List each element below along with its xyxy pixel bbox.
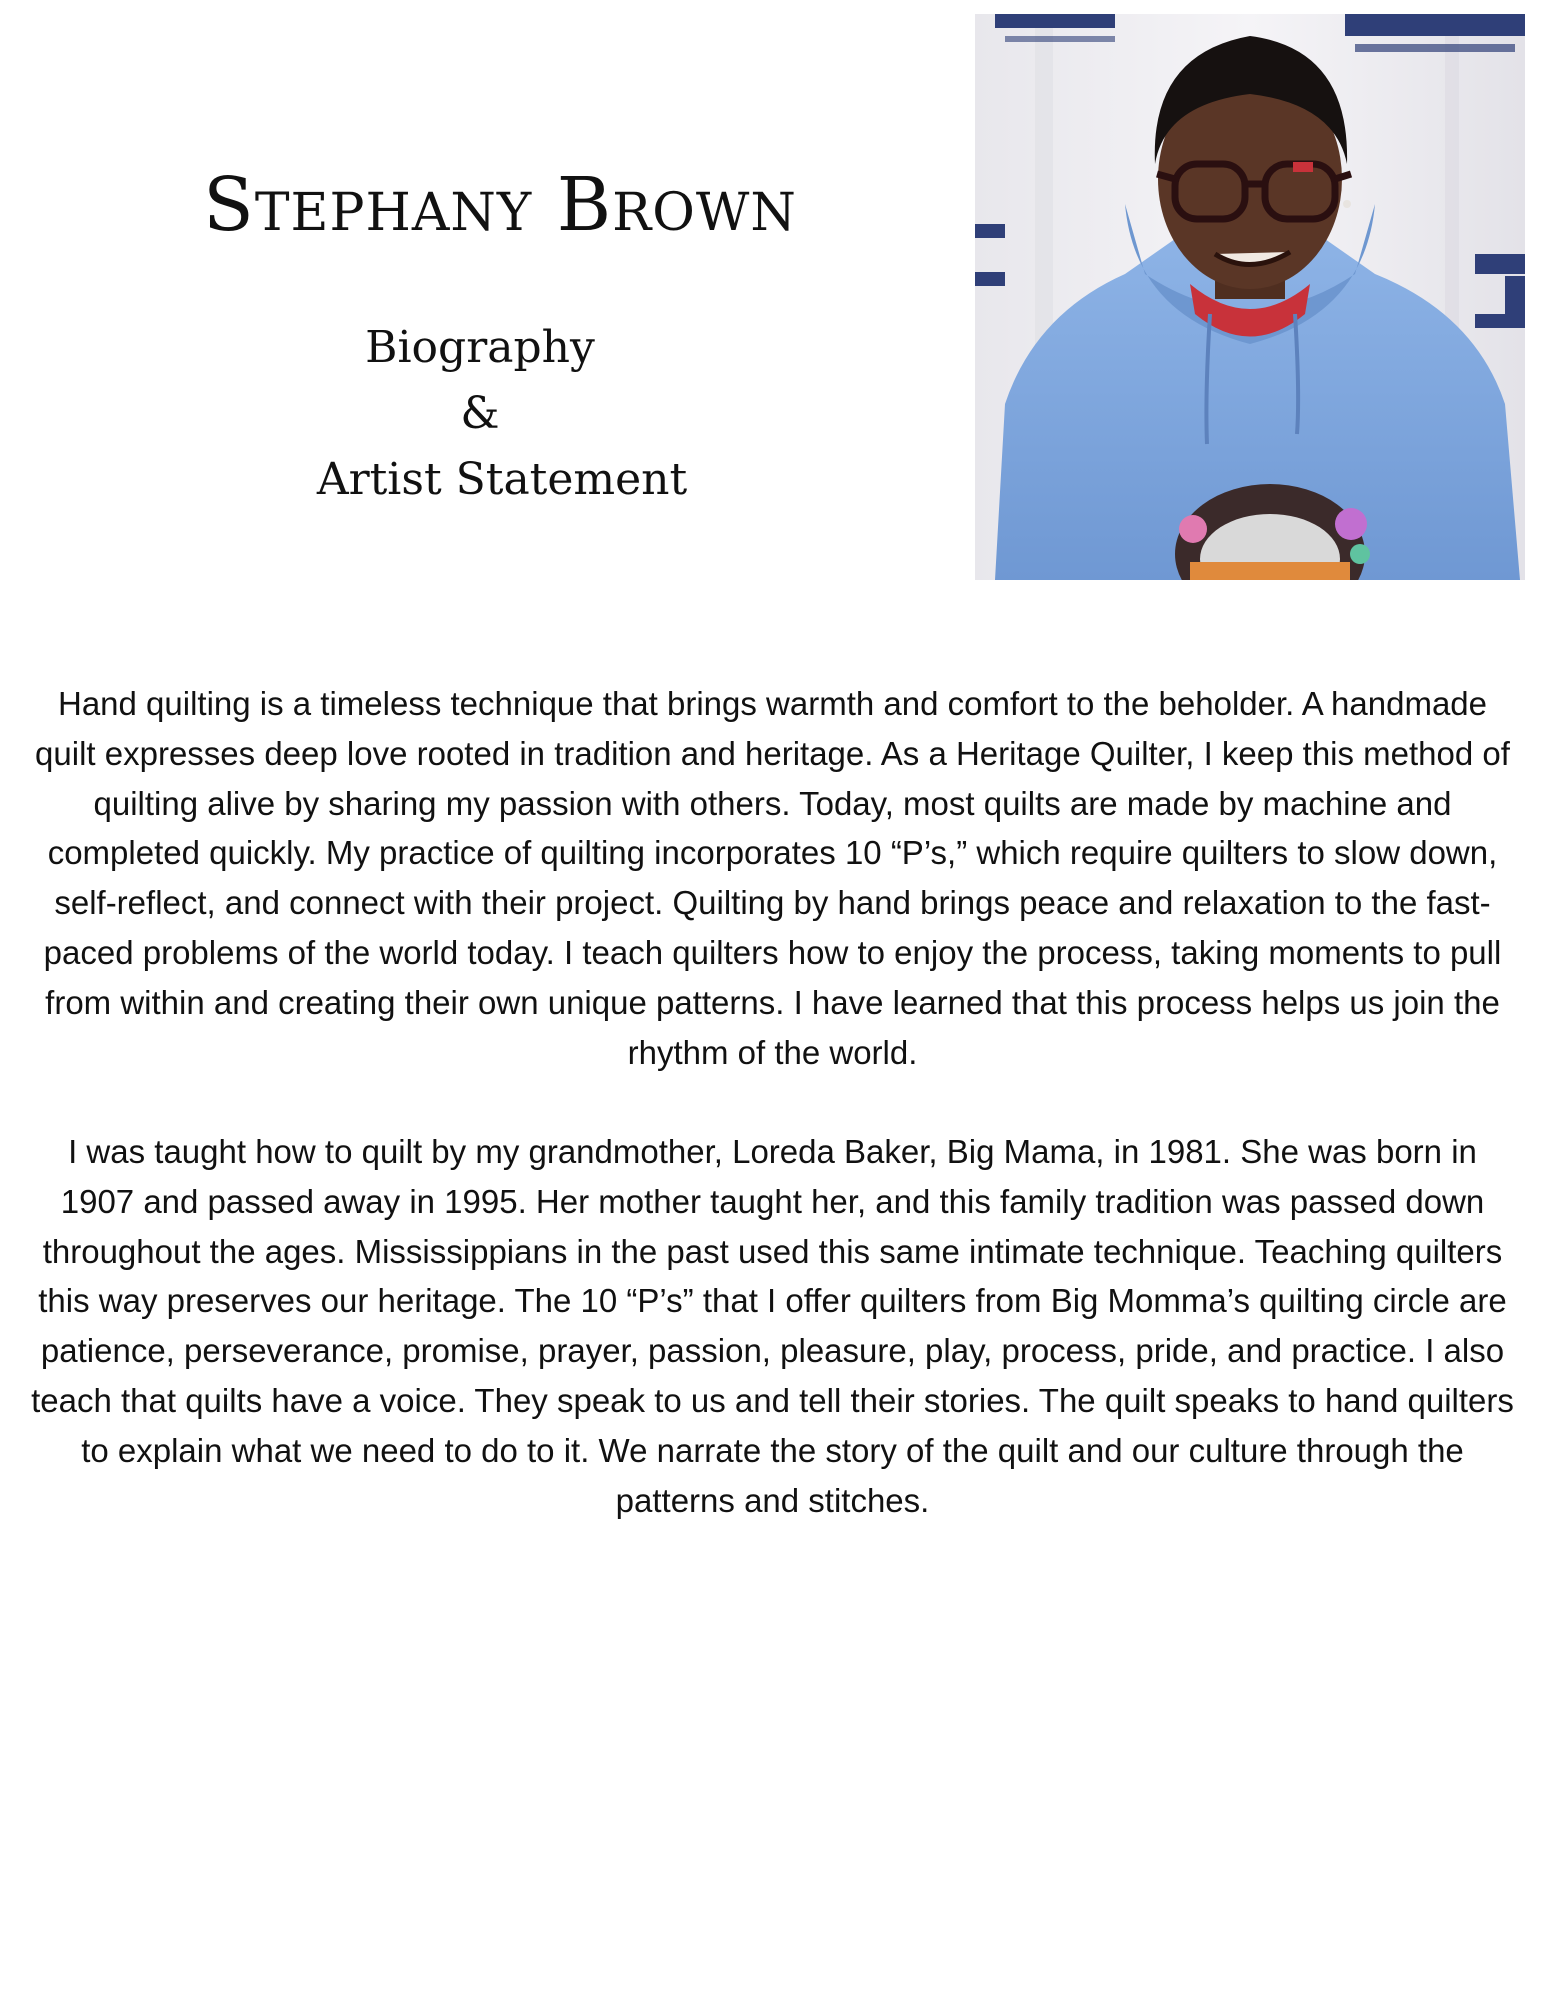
artist-portrait-photo [975, 14, 1525, 580]
portrait-illustration [975, 14, 1525, 580]
statement-paragraph-2: I was taught how to quilt by my grandmother, Loreda Baker, Big Mama, in 1981. She was born in 1907 and passed away in 1995. Her mother taught her, and this family tradition was passed down throughout the ages. Mississippians in the past used this same intimate technique. Teaching quilters this way preserves our heritage. The 10 “P’s” that I offer quilters from Big Momma’s quilting circle are patience, perseverance, promise, prayer, passion, pleasure, play, process, pride, and practice. I also teach that quilts have a voice. They speak to us and tell their stories. The quilt speaks to hand quilters to explain what we need to do to it. We narrate the story of the quilt and our culture through the patterns and stitches. [31, 1133, 1514, 1519]
subtitle-biography: Biography [365, 322, 595, 373]
statement-paragraph-1: Hand quilting is a timeless technique that brings warmth and comfort to the beholder. A handmade quilt expresses deep love rooted in tradition and heritage. As a Heritage Quilter, I keep this method of quilting alive by sharing my passion with others. Today, most quilts are made by machine and completed quickly. My practice of quilting incorporates 10 “P’s,” which require quilters to slow down, self-reflect, and connect with their project. Quilting by hand brings peace and relaxation to the fast-paced problems of the world today. I teach quilters how to enjoy the process, taking moments to pull from within and creating their own unique patterns. I have learned that this process helps us join the rhythm of the world. [35, 685, 1510, 1071]
subtitle-ampersand: & [460, 388, 500, 439]
title-block [0, 0, 970, 590]
artist-name: Stephany Brown [203, 162, 797, 248]
subtitle-artist-statement: Artist Statement [316, 454, 688, 505]
